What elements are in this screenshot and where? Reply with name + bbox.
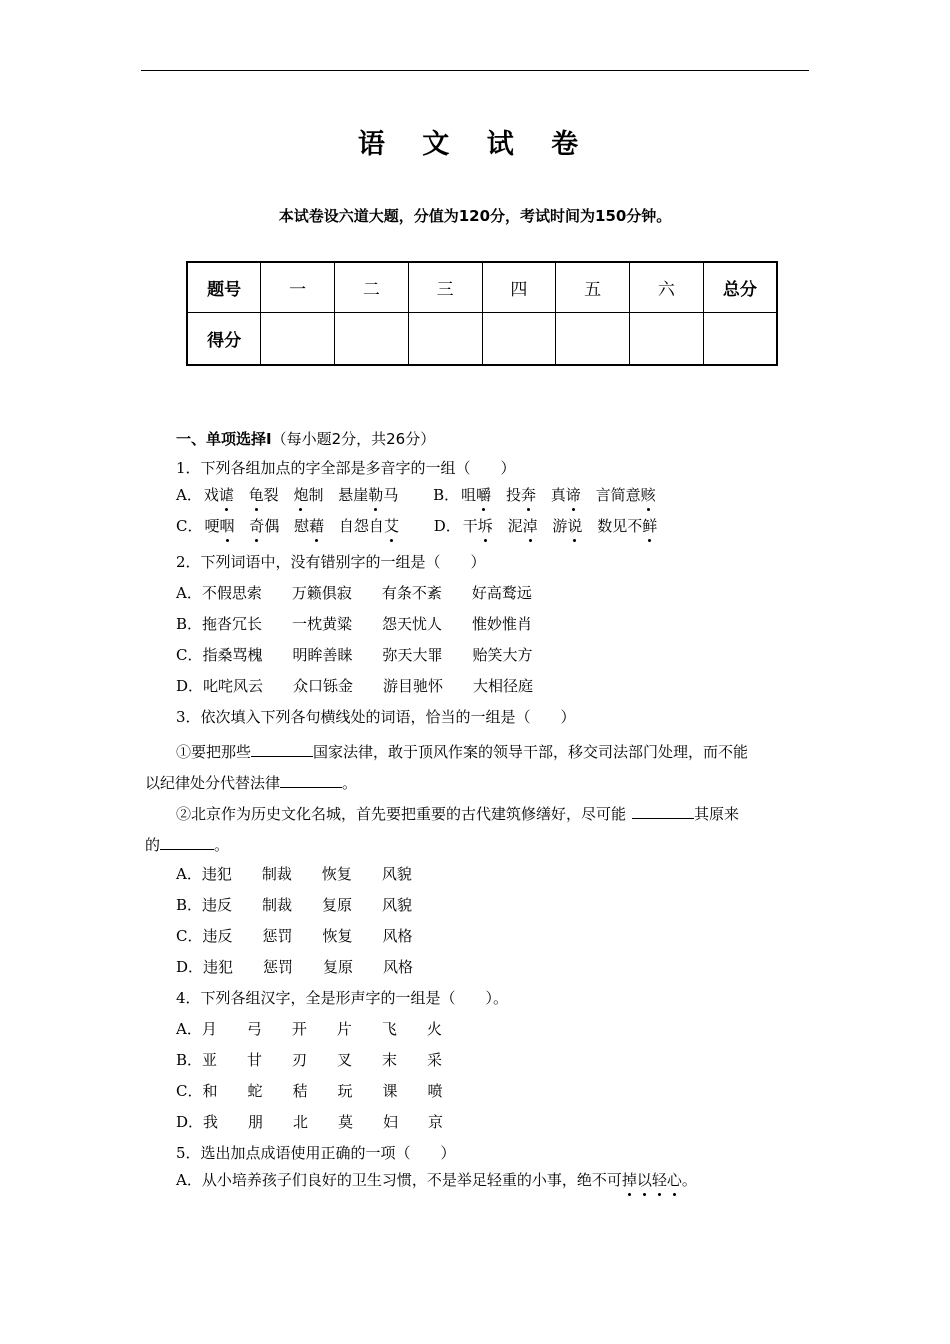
q1-d-4-dot: 鲜 <box>642 517 658 535</box>
q4-stem: 4．下列各组汉字，全是形声字的一组是（ ）。 <box>176 989 509 1007</box>
score-label: 得分 <box>187 312 261 365</box>
score-cell-2[interactable] <box>335 312 409 365</box>
q5-a-text: A．从小培养孩子们良好的卫生习惯，不是举足轻重的小事，绝不可 <box>176 1171 622 1189</box>
q3-s2-part-d: 。 <box>214 836 230 854</box>
q1-b-4: 言简意赅 <box>595 486 656 504</box>
q3-sentence1-line2 <box>145 771 357 793</box>
q3-option-c: C．违反 惩罚 恢复 风格 <box>176 927 413 945</box>
q1-c-4-dot: 艾 <box>383 517 399 535</box>
section-title: 一、单项选择Ⅰ <box>176 430 272 448</box>
score-table-header-row <box>187 262 777 312</box>
q1-c-1-dot: 咽 <box>219 517 235 535</box>
q1-c-2: 奇偶 <box>249 517 280 535</box>
q1-a-2-dot: 龟 <box>248 486 264 504</box>
score-cell-5[interactable] <box>556 312 630 365</box>
q3-s1-part-b: 国家法律，敢于顶风作案的领导干部，移交司法部门处理，而不能 <box>313 743 749 761</box>
q1-b-2-dot: 奔 <box>520 486 536 504</box>
q2-option-b: B．拖沓冗长 一枕黄粱 怨天忧人 惟妙惟肖 <box>176 615 533 633</box>
q1-d-1: 干坼 <box>462 517 493 535</box>
page-title: 语 文 试 卷 <box>357 129 593 160</box>
q1-c-2-dot: 奇 <box>249 517 265 535</box>
q3-s2-part-c: 的 <box>145 836 161 854</box>
q4-option-b: B．亚 甘 刃 叉 末 采 <box>176 1051 443 1069</box>
q1-a-2: 龟裂 <box>248 486 279 504</box>
header-label: 题号 <box>187 262 261 312</box>
q1-a-4: 悬崖勒马 <box>338 486 399 504</box>
q1-b-4-dot: 赅 <box>640 486 656 504</box>
q1-d-4: 数见不鲜 <box>597 517 658 535</box>
score-cell-6[interactable] <box>630 312 704 365</box>
q2-option-c: C．指桑骂槐 明眸善睐 弥天大罪 贻笑大方 <box>176 646 533 664</box>
q1-a-3: 炮制 <box>293 486 324 504</box>
q1-options-ab <box>176 485 656 505</box>
q1-b-label: B． <box>433 486 460 504</box>
q1-a-label: A． <box>176 486 202 504</box>
q1-c-3: 慰藉 <box>294 517 325 535</box>
q1-d-3: 游说 <box>552 517 583 535</box>
q1-d-1-dot: 坼 <box>477 517 493 535</box>
q1-a-1: 戏谑 <box>203 486 234 504</box>
q3-s2-part-b: 其原来 <box>694 805 740 823</box>
q5-idiom-char: 心 <box>666 1171 682 1189</box>
q4-option-a: A．月 弓 开 片 飞 火 <box>176 1020 442 1038</box>
q3-blank-2[interactable] <box>280 771 342 788</box>
q3-blank-3[interactable] <box>632 802 694 819</box>
q3-option-b: B．违反 制裁 复原 风貌 <box>176 896 413 914</box>
col-3: 三 <box>408 262 482 312</box>
q4-option-d: D．我 朋 北 莫 妇 京 <box>176 1113 444 1131</box>
q3-sentence2-line1 <box>176 802 739 824</box>
q1-a-3-dot: 炮 <box>293 486 309 504</box>
exam-intro: 本试卷设六道大题，分值为120分，考试时间为150分钟。 <box>278 207 672 225</box>
section-note: （每小题2分，共26分） <box>271 430 436 448</box>
score-cell-1[interactable] <box>261 312 335 365</box>
q1-c-4: 自怨自艾 <box>338 517 399 535</box>
q5-idiom-char: 轻 <box>651 1171 667 1189</box>
q1-a-1-dot: 谑 <box>218 486 234 504</box>
q1-d-3-dot: 说 <box>567 517 583 535</box>
score-cell-total[interactable] <box>703 312 777 365</box>
q5-a-idiom <box>622 1171 682 1189</box>
q3-sentence2-line2 <box>145 833 229 855</box>
q1-d-label: D． <box>433 517 461 535</box>
q1-d-2-dot: 淖 <box>522 517 538 535</box>
col-1: 一 <box>261 262 335 312</box>
q3-s1-part-c: 以纪律处分代替法律 <box>145 774 281 792</box>
q3-blank-4[interactable] <box>160 833 214 850</box>
q4-option-c: C．和 蛇 秸 玩 课 喷 <box>176 1082 443 1100</box>
col-4: 四 <box>482 262 556 312</box>
section-heading <box>176 428 435 449</box>
q1-b-1-dot: 嚼 <box>476 486 492 504</box>
q5-idiom-char: 以 <box>636 1171 652 1189</box>
score-table-score-row <box>187 312 777 365</box>
q1-a-4-dot: 勒 <box>368 486 384 504</box>
score-table <box>186 261 778 366</box>
q5-a-end: 。 <box>681 1171 697 1189</box>
q2-stem: 2．下列词语中，没有错别字的一组是（ ） <box>176 553 486 571</box>
score-cell-3[interactable] <box>408 312 482 365</box>
q3-stem: 3．依次填入下列各句横线处的词语，恰当的一组是（ ） <box>176 708 576 726</box>
q3-s1-part-d: 。 <box>342 774 358 792</box>
q1-b-2: 投奔 <box>505 486 536 504</box>
q3-s1-part-a: ①要把那些 <box>176 743 252 761</box>
q1-b-3: 真谛 <box>550 486 581 504</box>
q1-options-cd <box>176 516 657 536</box>
top-rule <box>141 70 809 71</box>
q1-d-2: 泥淖 <box>507 517 538 535</box>
q1-c-1: 哽咽 <box>204 517 235 535</box>
q5-idiom-char: 掉 <box>621 1171 637 1189</box>
q1-stem: 1．下列各组加点的字全部是多音字的一组（ ） <box>176 459 516 477</box>
q3-sentence1-line1 <box>176 740 748 762</box>
q3-option-d: D．违犯 惩罚 复原 风格 <box>176 958 414 976</box>
q5-stem: 5．选出加点成语使用正确的一项（ ） <box>176 1144 456 1162</box>
col-total: 总分 <box>703 262 777 312</box>
q5-option-a <box>176 1170 697 1190</box>
q3-option-a: A．违犯 制裁 恢复 风貌 <box>176 865 412 883</box>
col-5: 五 <box>556 262 630 312</box>
col-6: 六 <box>630 262 704 312</box>
col-2: 二 <box>335 262 409 312</box>
q1-c-3-dot: 藉 <box>309 517 325 535</box>
q1-b-1: 咀嚼 <box>461 486 492 504</box>
score-cell-4[interactable] <box>482 312 556 365</box>
q1-b-3-dot: 谛 <box>565 486 581 504</box>
q3-blank-1[interactable] <box>251 740 313 757</box>
q2-option-d: D．叱咤风云 众口铄金 游目驰怀 大相径庭 <box>176 677 534 695</box>
q3-s2-part-a: ②北京作为历史文化名城，首先要把重要的古代建筑修缮好，尽可能 <box>176 805 627 823</box>
q2-option-a: A．不假思索 万籁俱寂 有条不紊 好高鹜远 <box>176 584 532 602</box>
q1-c-label: C． <box>176 517 203 535</box>
